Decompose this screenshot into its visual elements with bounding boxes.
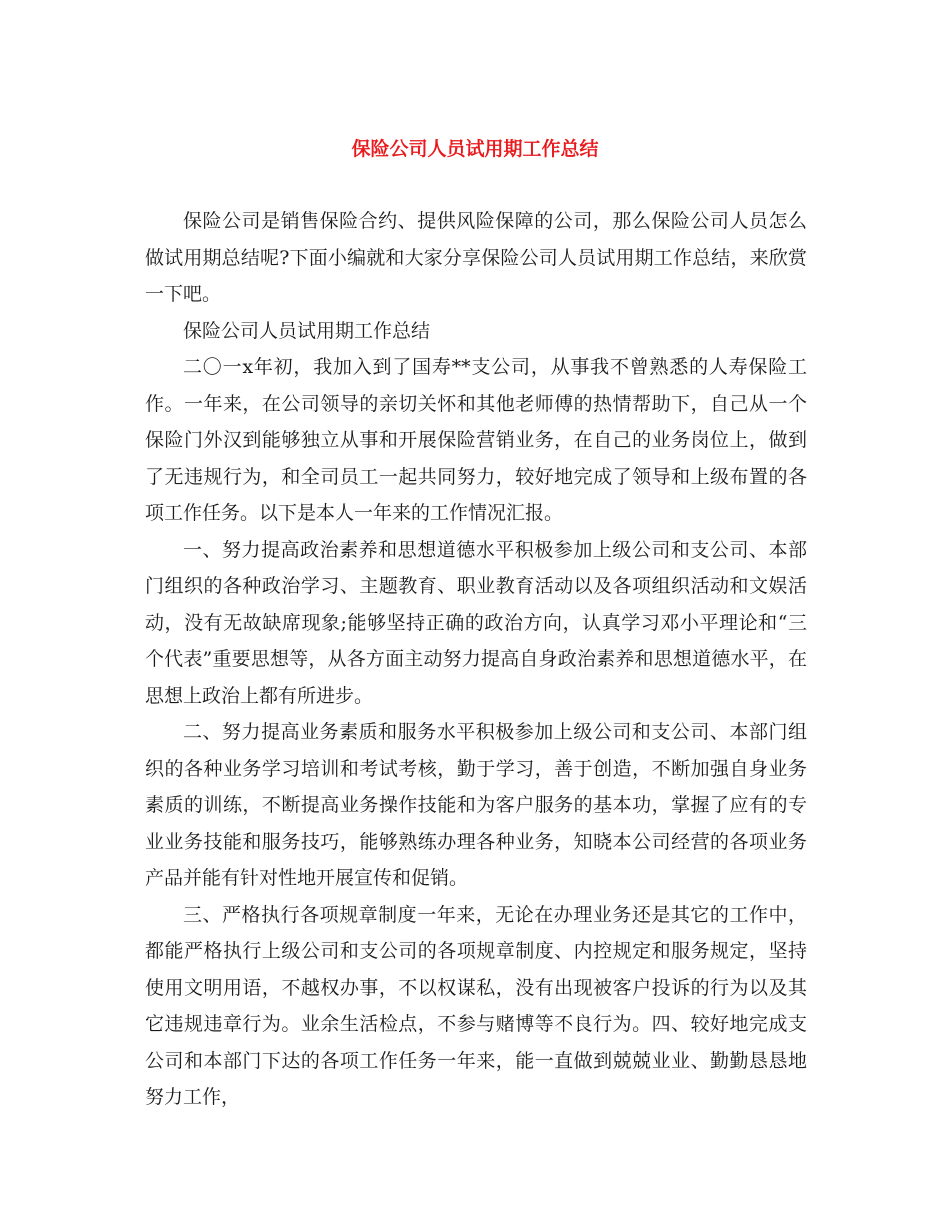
paragraph-section-3: 三、严格执行各项规章制度一年来，无论在办理业务还是其它的工作中，都能严格执行上级公司和支公司的各项规章制度、内控规定和服务规定，坚持使用文明用语，不越权办事，不以权谋私，没有出现被客户投诉的行为以及其它违规违章行为。业余生活检点，不参与赌博等不良行为。四、较好地完成支公司和本部门下达的各项工作任务一年来，能一直做到兢兢业业、勤勤恳恳地努力工作，	[145, 903, 807, 1108]
paragraph-subtitle: 保险公司人员试用期工作总结	[183, 319, 431, 342]
paragraph-intro: 保险公司是销售保险合约、提供风险保障的公司，那么保险公司人员怎么做试用期总结呢?下面小编就和大家分享保险公司人员试用期工作总结，来欣赏一下吧。	[145, 210, 807, 305]
paragraph-section-1: 一、努力提高政治素养和思想道德水平积极参加上级公司和支公司、本部门组织的各种政治学习、主题教育、职业教育活动以及各项组织活动和文娱活动，没有无故缺席现象;能够坚持正确的政治方向，认真学习邓小平理论和“三个代表”重要思想等，从各方面主动努力提高自身政治素养和思想道德水平，在思想上政治上都有所进步。	[145, 538, 807, 707]
paragraph-section-2: 二、努力提高业务素质和服务水平积极参加上级公司和支公司、本部门组织的各种业务学习培训和考试考核，勤于学习，善于创造，不断加强自身业务素质的训练，不断提高业务操作技能和为客户服务的基本功，掌握了应有的专业业务技能和服务技巧，能够熟练办理各种业务，知晓本公司经营的各项业务产品并能有针对性地开展宣传和促销。	[145, 721, 807, 889]
document-title: 保险公司人员试用期工作总结	[351, 138, 599, 160]
paragraph-opening: 二〇一x年初，我加入到了国寿**支公司，从事我不曾熟悉的人寿保险工作。一年来，在公司领导的亲切关怀和其他老师傅的热情帮助下，自己从一个保险门外汉到能够独立从事和开展保险营销业务，在自己的业务岗位上，做到了无违规行为，和全司员工一起共同努力，较好地完成了领导和上级布置的各项工作任务。以下是本人一年来的工作情况汇报。	[145, 356, 807, 524]
document-body	[145, 203, 807, 1116]
